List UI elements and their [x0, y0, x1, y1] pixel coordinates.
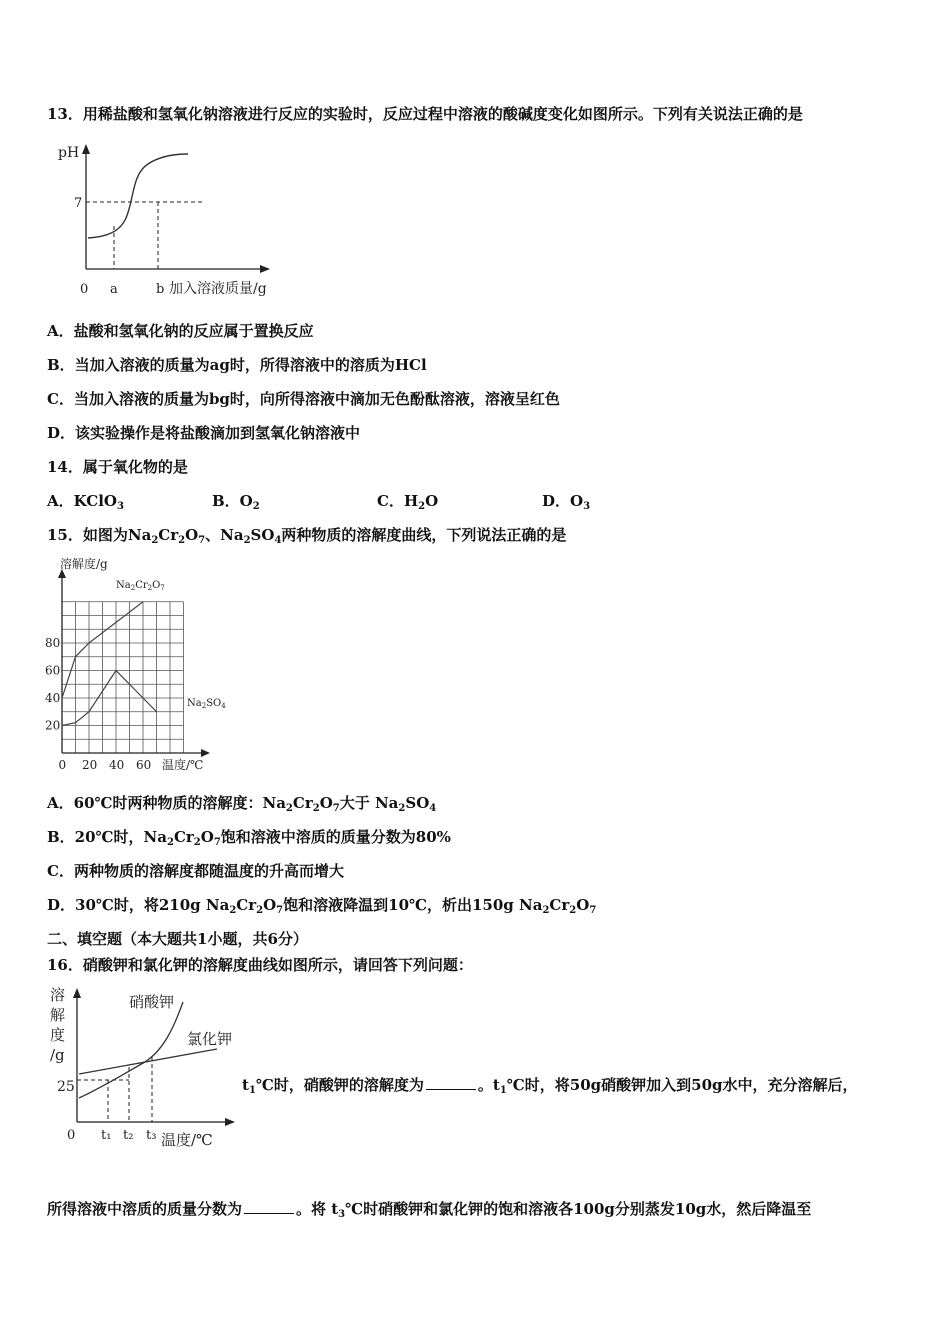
solubility-chart-q15 — [40, 553, 250, 778]
q14-option-d[interactable]: D．$O_3$ — [542, 492, 591, 512]
sol-x-tick-60: 60 — [136, 758, 152, 772]
ph-x-tick-b: b — [156, 282, 165, 297]
q15-option-a[interactable]: A．60℃时两种物质的溶解度：$Na_2Cr_2O_7$大于 $Na_2SO_4$ — [47, 794, 437, 814]
kcl-label: 氯化钾 — [187, 1030, 233, 1048]
section-2-heading: 二、填空题（本大题共1小题，共6分） — [47, 930, 308, 948]
ph-y-tick-7: 7 — [74, 196, 83, 211]
q16-y-arrow — [73, 988, 81, 998]
q15-option-b[interactable]: B．20℃时，$Na_2Cr_2O_7$饱和溶液中溶质的质量分数为80% — [47, 828, 451, 848]
q16-y-tick-25: 25 — [57, 1079, 75, 1095]
q16-stem: 16．硝酸钾和氯化钾的溶解度曲线如图所示，请回答下列问题： — [47, 956, 473, 974]
ph-y-label: pH — [58, 145, 80, 161]
ph-x-label: 加入溶液质量/g — [169, 281, 267, 297]
sol-x-tick-0: 0 — [58, 758, 67, 772]
q13-option-d[interactable]: D．该实验操作是将盐酸滴加到氢氧化钠溶液中 — [47, 424, 361, 442]
sol-y-tick-60: 60 — [45, 663, 61, 678]
ph-curve — [88, 154, 188, 238]
ph-x-tick-a: a — [110, 282, 118, 297]
sol-x-label: 温度/℃ — [162, 758, 204, 772]
q16-x-tick-t1: t₁ — [101, 1128, 112, 1143]
sol-y-tick-80: 80 — [45, 636, 61, 650]
q16-x-tick-t3: t₃ — [146, 1128, 157, 1143]
q16-x-tick-0: 0 — [67, 1128, 76, 1143]
sol-x-arrow — [201, 749, 210, 757]
q15-option-c[interactable]: C．两种物质的溶解度都随温度的升高而增大 — [47, 862, 344, 880]
q15-stem: 15．如图为$Na_2Cr_2O_7$、$Na_2SO_4$两种物质的溶解度曲线，下列说法正确的是 — [47, 526, 567, 546]
q16-y-label-3: 度 — [50, 1026, 66, 1044]
sol-x-tick-40: 40 — [109, 758, 125, 772]
solubility-chart-q16 — [45, 982, 245, 1152]
sol-y-tick-20: 20 — [45, 718, 61, 733]
q16-y-label-4: /g — [50, 1046, 65, 1064]
q16-x-arrow — [225, 1118, 235, 1126]
q16-y-label-1: 溶 — [50, 986, 66, 1004]
q13-option-c[interactable]: C．当加入溶液的质量为bg时，向所得溶液中滴加无色酚酞溶液，溶液呈红色 — [47, 390, 560, 408]
ph-x-arrow — [260, 265, 270, 273]
q13-option-b[interactable]: B．当加入溶液的质量为ag时，所得溶液中的溶质为HCl — [47, 356, 427, 374]
q13-stem: 13．用稀盐酸和氢氧化钠溶液进行反应的实验时，反应过程中溶液的酸碱度变化如图所示。下列有关说法正确的是 — [47, 105, 803, 123]
q16-blank-2[interactable] — [244, 1201, 294, 1214]
ph-y-arrow — [82, 144, 90, 154]
q16-y-label-2: 解 — [50, 1006, 66, 1024]
q13-option-a[interactable]: A．盐酸和氢氧化钠的反应属于置换反应 — [47, 322, 314, 340]
legend-na2cr2o7: $Na_2Cr_2O_7$ — [116, 580, 165, 592]
q16-blank-1[interactable] — [426, 1077, 476, 1090]
kno3-curve — [79, 1002, 183, 1098]
kcl-line — [79, 1049, 217, 1074]
q14-option-c[interactable]: C．$H_2O$ — [377, 492, 439, 512]
sol-x-tick-20: 20 — [82, 758, 98, 772]
q16-x-tick-t2: t₂ — [123, 1128, 134, 1143]
ph-chart — [48, 138, 298, 303]
ph-x-tick-0: 0 — [80, 282, 89, 297]
q16-paragraph-2: 所得溶液中溶质的质量分数为 。将 $t_3℃$时硝酸钾和氯化钾的饱和溶液各100g分别蒸发10g水，然后降温至 — [47, 1200, 812, 1220]
q16-x-label: 温度/℃ — [161, 1131, 213, 1149]
legend-na2so4: $Na_2SO_4$ — [187, 698, 226, 710]
q14-stem: 14．属于氧化物的是 — [47, 458, 188, 476]
sol-y-tick-40: 40 — [45, 691, 61, 705]
q15-option-d[interactable]: D．30℃时，将210g $Na_2Cr_2O_7$饱和溶液降温到10℃，析出150g $Na_2Cr_2O_7$ — [47, 896, 597, 916]
q14-option-b[interactable]: B．$O_2$ — [212, 492, 260, 512]
sol-y-label: 溶解度/g — [60, 557, 108, 571]
q16-paragraph-1: $t_1℃$时，硝酸钾的溶解度为 。$t_1℃$时，将50g硝酸钾加入到50g水中，充分溶解后， — [242, 1076, 858, 1096]
q14-option-a[interactable]: A．KClO$_3$ — [47, 492, 124, 512]
kno3-label: 硝酸钾 — [129, 993, 175, 1011]
